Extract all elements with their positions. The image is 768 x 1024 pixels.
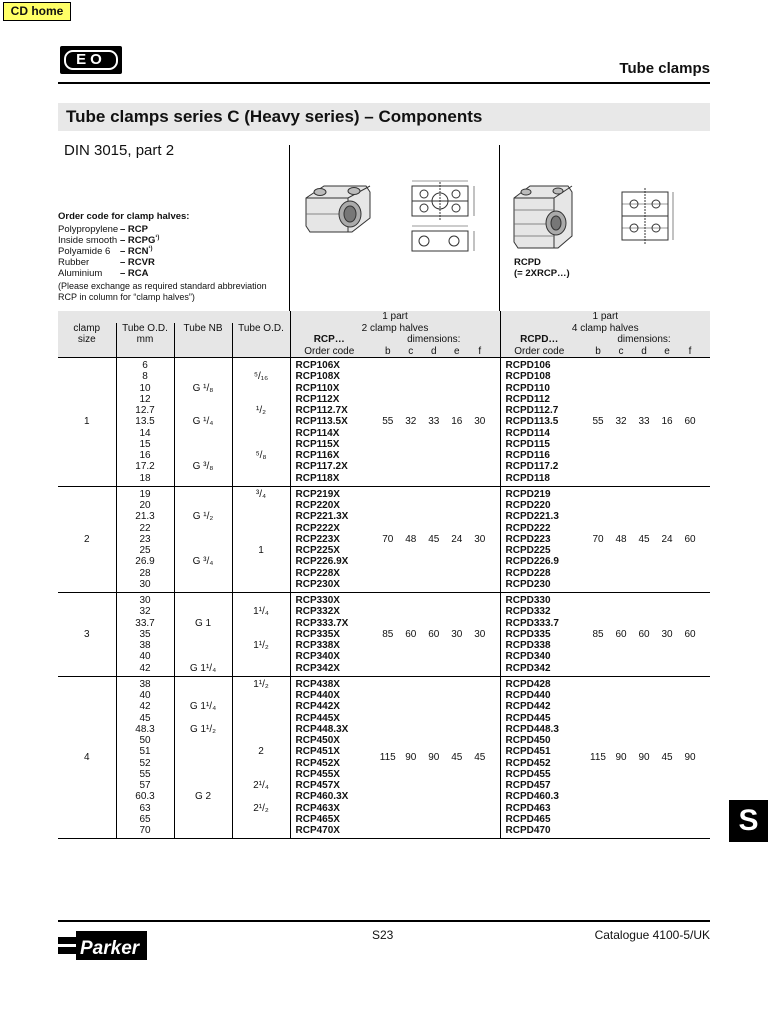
od-mm-cell [116,486,174,592]
cell-value: 1¹/₂ [253,678,269,690]
cell-value [233,791,290,802]
cell-value [175,690,232,701]
rcpd-cell [500,593,578,677]
clamp-size-cell: 4 [58,676,116,839]
cell-value [175,651,232,662]
column-divider [289,145,290,311]
cell-value: RCPD333.7 [505,617,559,629]
cell-value: RCPD113.5 [505,416,559,428]
od-mm-cell [116,358,174,487]
cell-value: RCPD223 [505,533,551,545]
table-header-row: clamp Tube O.D. Tube NB Tube O.D. 2 clamp halves 4 clamp halves [58,323,710,335]
order-code-note: (Please exchange as required standard abbreviation RCP in column for “clamp halves”) [58,281,267,302]
cell-value: 38 [139,678,151,690]
cell-value: RCP230X [295,578,340,590]
cell-value: RCP222X [295,522,340,534]
cell-value: RCPD222 [505,522,551,534]
rcpd-cell [500,676,578,839]
cell-value: RCPD110 [505,382,550,394]
cell-value: 28 [139,567,151,579]
cell-value: RCPD225 [505,545,551,556]
cell-value [175,629,232,640]
cell-value [175,360,232,371]
cell-value: 48.3 [135,723,155,735]
cell-value: 23 [139,533,151,545]
cell-value: RCPD112.7 [505,405,559,416]
cell-value: 51 [139,746,151,758]
cell-value: RCPD342 [505,662,551,674]
cell-value [175,595,232,606]
svg-text:Parker: Parker [80,938,140,959]
cell-value: RCP225X [295,545,340,556]
cell-value: G 1 [194,617,212,629]
cell-value: RCP448.3X [295,723,349,735]
rcpd-drawing [616,186,678,246]
cell-value: RCPD118 [505,472,550,484]
cell-value: RCPD338 [505,640,551,651]
cell-value: RCP457X [295,780,340,791]
cell-value: 6 [142,360,148,371]
cell-value: RCPD452 [505,757,551,769]
cell-value [175,523,232,534]
table-group-row [58,676,710,839]
cell-value [233,713,290,724]
cell-value: RCP118X [295,472,340,484]
cell-value [175,713,232,724]
cell-value: 2¹/₄ [253,780,269,791]
cell-value [175,500,232,511]
cell-value: RCPD219 [505,488,551,500]
cell-value: ⁵/₈ [255,450,267,461]
cell-value: 19 [139,488,151,500]
cell-value: 16 [139,450,151,461]
cell-value: 32 [139,606,151,618]
cell-value: 42 [139,662,151,674]
cell-value: RCPD221.3 [505,511,559,523]
cell-value [175,758,232,769]
top-divider [58,82,710,84]
cell-value [233,629,290,640]
cell-value: RCPD465 [505,813,551,825]
cell-value: 17.2 [135,461,155,473]
cell-value: RCPD442 [505,701,551,713]
rcp-drawing [404,176,482,260]
rcp-dims-cell: 85 60 60 30 30 [368,593,500,677]
cell-value: RCP451X [295,746,340,758]
cell-value: RCP440X [295,690,340,701]
cell-value [233,439,290,450]
cell-value: RCP335X [295,628,340,640]
order-code-row: Rubber – RCVR [58,257,155,268]
order-code-row: Polypropylene – RCP [58,224,148,235]
cell-value: 30 [139,595,151,606]
header-rcp-dims: dimensions: [368,334,500,346]
rcpd-cell [500,358,578,487]
cell-value: 10 [139,382,151,394]
cell-value [233,473,290,484]
cell-value: 13.5 [135,416,155,428]
cell-value: RCPD455 [505,768,551,780]
cell-value [233,511,290,522]
cell-value [175,568,232,579]
cell-value: 33.7 [135,617,155,629]
cell-value [175,405,232,416]
cell-value: RCP463X [295,802,340,814]
table-header-row: 1 part 1 part [58,311,710,323]
cell-value: RCP452X [295,757,340,769]
cell-value: G ¹/₈ [192,382,214,394]
cell-value: RCP115X [295,438,340,450]
cell-value: RCP116X [295,450,340,461]
cell-value [233,758,290,769]
cell-value [233,360,290,371]
cell-value: RCP117.2X [295,461,348,473]
cell-value: ³/₄ [255,488,267,500]
cell-value: RCPD330 [505,595,551,606]
cell-value: RCP114X [295,427,340,439]
clamp-size-cell: 3 [58,593,116,677]
od-in-cell [232,676,290,839]
cell-value: 42 [139,701,151,713]
table-group-row [58,486,710,592]
cell-value [175,371,232,382]
cell-value: RCPD115 [505,438,550,450]
rcp-cell [290,593,368,677]
rcp-dims-cell: 55 32 33 16 30 [368,358,500,487]
cell-value: 2¹/₂ [253,802,269,814]
cell-value [175,428,232,439]
cell-value: ⁵/₁₆ [253,371,269,383]
od-mm-cell [116,676,174,839]
cell-value: 55 [139,768,151,780]
cell-value: RCPD106 [505,360,551,371]
cell-value [175,780,232,791]
header-rcpd-dims: dimensions: [578,334,710,346]
cell-value [175,814,232,825]
cell-value: RCP338X [295,640,340,651]
cell-value [175,606,232,617]
cell-value: 65 [139,813,151,825]
cell-value: G ¹/₂ [192,511,214,523]
cell-value: RCPD332 [505,606,551,618]
cell-value: 50 [139,735,151,746]
order-code-title: Order code for clamp halves: [58,211,190,222]
cell-value [175,450,232,461]
cell-value: RCPD117.2 [505,461,559,473]
order-code-row: Inside smooth – $RCPG^{^1)}$ [58,234,160,246]
cell-value: RCP330X [295,595,340,606]
cell-value: G 1¹/₄ [189,662,217,674]
cell-value: RCP450X [295,735,340,746]
cell-value [233,556,290,567]
cell-value [233,595,290,606]
cell-value [233,534,290,545]
cell-value [233,579,290,590]
cell-value: RCP112.7X [295,405,348,416]
cell-value: RCP226.9X [295,556,349,568]
cell-value: RCPD463 [505,802,551,814]
cell-value: RCPD440 [505,690,551,701]
cell-value [175,640,232,651]
cell-value: 21.3 [135,511,155,523]
cell-value: RCPD470 [505,825,551,836]
cell-value: RCPD228 [505,567,551,579]
cell-value [175,679,232,690]
cell-value: RCP342X [295,662,340,674]
cell-value: 15 [139,438,151,450]
cell-value [175,545,232,556]
rcpd-dims-cell: 55 32 33 16 60 [578,358,710,487]
cell-value: 60.3 [135,791,155,803]
header-clamp-size: clamp [58,323,116,335]
cell-value [175,769,232,780]
nb-cell [174,676,232,839]
cell-value: RCP112X [295,393,340,405]
clamp-size-cell: 1 [58,358,116,487]
cell-value: RCP340X [295,651,340,663]
cell-value: RCP445X [295,712,340,724]
cell-value [233,618,290,629]
cell-value: G 1¹/₂ [189,723,217,735]
rcpd-dims-cell: 115 90 90 45 90 [578,676,710,839]
cell-value: G ¹/₄ [192,416,214,428]
cell-value [175,489,232,500]
bottom-divider [58,920,710,922]
cell-value: 52 [139,757,151,769]
cell-value [233,568,290,579]
column-divider [499,145,500,311]
cell-value [233,523,290,534]
cell-value [175,825,232,836]
cell-value: RCP333.7X [295,617,349,629]
cell-value: G 1¹/₄ [189,701,217,713]
cell-value: RCP108X [295,371,340,383]
title-bar [58,103,710,131]
cell-value [233,735,290,746]
cell-value [233,383,290,394]
cell-value: RCP332X [295,606,340,618]
cell-value: RCPD451 [505,746,551,758]
cell-value: RCP221.3X [295,511,349,523]
cell-value [233,724,290,735]
cell-value: RCPD220 [505,500,551,511]
page-number: S23 [372,928,394,942]
cell-value: 14 [139,427,151,439]
rcp-dims-cell: 115 90 90 45 45 [368,676,500,839]
cell-value: RCPD335 [505,628,551,640]
table-group-row [58,358,710,487]
cell-value [175,473,232,484]
cell-value: 38 [139,640,151,651]
cell-value: RCP442X [295,701,340,713]
rcp-cell [290,486,368,592]
cell-value: RCPD460.3 [505,791,559,803]
cell-value: RCP223X [295,533,340,545]
cell-value: 12.7 [135,405,155,416]
cell-value: 40 [139,651,151,663]
nb-cell [174,593,232,677]
section-tab[interactable]: S [729,800,768,842]
cell-value: 40 [139,690,151,701]
cell-value [233,651,290,662]
table-header-row: size mm RCP… dimensions: RCPD… dimensions: [58,334,710,346]
cell-value: G ³/₄ [192,556,214,568]
od-in-cell [232,593,290,677]
order-code-row: Aluminium – RCA [58,268,149,279]
cell-value: 45 [139,712,151,724]
cell-value [233,416,290,427]
rcp-cell [290,358,368,487]
clamp-size-cell: 2 [58,486,116,592]
cell-value [233,769,290,780]
cell-value [175,746,232,757]
cell-value: RCP460.3X [295,791,349,803]
order-code-row: Polyamide $6 - RCN^{^1)}$ [58,245,153,257]
standard-label: DIN 3015, part 2 [64,142,175,159]
od-mm-cell [116,593,174,677]
cell-value [233,428,290,439]
section-title: Tube clamps [619,60,710,77]
cell-value: RCPD448.3 [505,723,559,735]
cell-value [233,825,290,836]
nb-cell [174,486,232,592]
nb-cell [174,358,232,487]
od-in-cell [232,486,290,592]
eo-logo-text: EO [64,50,118,70]
header-tube-od-in: Tube O.D. [232,323,290,335]
cell-value [175,394,232,405]
catalogue-number: Catalogue 4100-5/UK [594,928,710,942]
cell-value: RCPD114 [505,427,550,439]
cell-value: RCPD116 [505,450,550,461]
cell-value: RCP438X [295,678,340,690]
cell-value: 22 [139,522,151,534]
cell-value: G 2 [194,791,212,803]
cell-value [175,803,232,814]
rcpd-clamp-illustration [510,180,576,250]
cell-value: 8 [142,371,148,383]
cell-value: 35 [139,628,151,640]
cell-value [233,394,290,405]
cell-value [233,663,290,674]
cell-value: RCP220X [295,500,340,511]
eo-logo [60,46,122,74]
rcp-cell [290,676,368,839]
cell-value [233,814,290,825]
cell-value: RCP106X [295,360,340,371]
rcpd-dims-cell: 85 60 60 30 60 [578,593,710,677]
cell-value: G ³/₈ [192,461,214,473]
cell-value: 70 [139,825,151,836]
cell-value: 25 [139,545,151,556]
header-tube-nb: Tube NB [174,323,232,335]
cell-value [175,735,232,746]
cell-value: 30 [139,578,151,590]
cell-value [233,701,290,712]
cell-value: RCPD450 [505,735,551,746]
cell-value [175,579,232,590]
cell-value: RCPD112 [505,393,550,405]
header-rcp-code: RCP… [290,334,368,346]
components-table [58,311,710,839]
cell-value: 63 [139,802,151,814]
rcp-clamp-illustration [302,180,374,250]
rcpd-label: RCPD (= 2XRCP…) [514,257,570,279]
cell-value: 2 [258,746,264,758]
parker-logo [58,929,147,962]
cell-value [175,439,232,450]
page-title: Tube clamps series C (Heavy series) – Components [66,107,483,126]
cell-value: 57 [139,780,151,791]
table-group-row [58,593,710,677]
header-rcpd-code: RCPD… [500,334,578,346]
cell-value: RCPD445 [505,712,551,724]
cell-value: 26.9 [135,556,155,568]
header-tube-od-mm: Tube O.D. [116,323,174,335]
cell-value [233,500,290,511]
cell-value: RCP228X [295,567,340,579]
cell-value [233,690,290,701]
rcpd-cell [500,486,578,592]
cell-value: 1¹/₄ [253,606,269,618]
cell-value: RCP470X [295,825,340,836]
cell-value: RCPD226.9 [505,556,559,568]
cell-value: 12 [139,393,151,405]
cell-value: RCP113.5X [295,416,348,428]
cd-home-button[interactable]: CD home [3,2,71,21]
cell-value [233,461,290,472]
cell-value: RCPD340 [505,651,551,663]
cell-value: RCP465X [295,813,340,825]
rcpd-dims-cell: 70 48 45 24 60 [578,486,710,592]
cell-value: ¹/₂ [256,405,266,416]
cell-value: 20 [139,500,151,511]
rcp-dims-cell: 70 48 45 24 30 [368,486,500,592]
cell-value: RCPD457 [505,780,551,791]
cell-value: RCPD108 [505,371,551,383]
cell-value: 1 [258,545,264,556]
table-header-row: Order code b c d e f Order code b c d e f [58,346,710,358]
cell-value: RCP219X [295,488,340,500]
cell-value: RCP455X [295,768,340,780]
cell-value: 18 [139,472,151,484]
cell-value: RCPD230 [505,578,551,590]
od-in-cell [232,358,290,487]
cell-value [175,534,232,545]
cell-value: 1¹/₂ [253,640,269,651]
cell-value: RCP110X [295,382,340,394]
cell-value: RCPD428 [505,678,551,690]
